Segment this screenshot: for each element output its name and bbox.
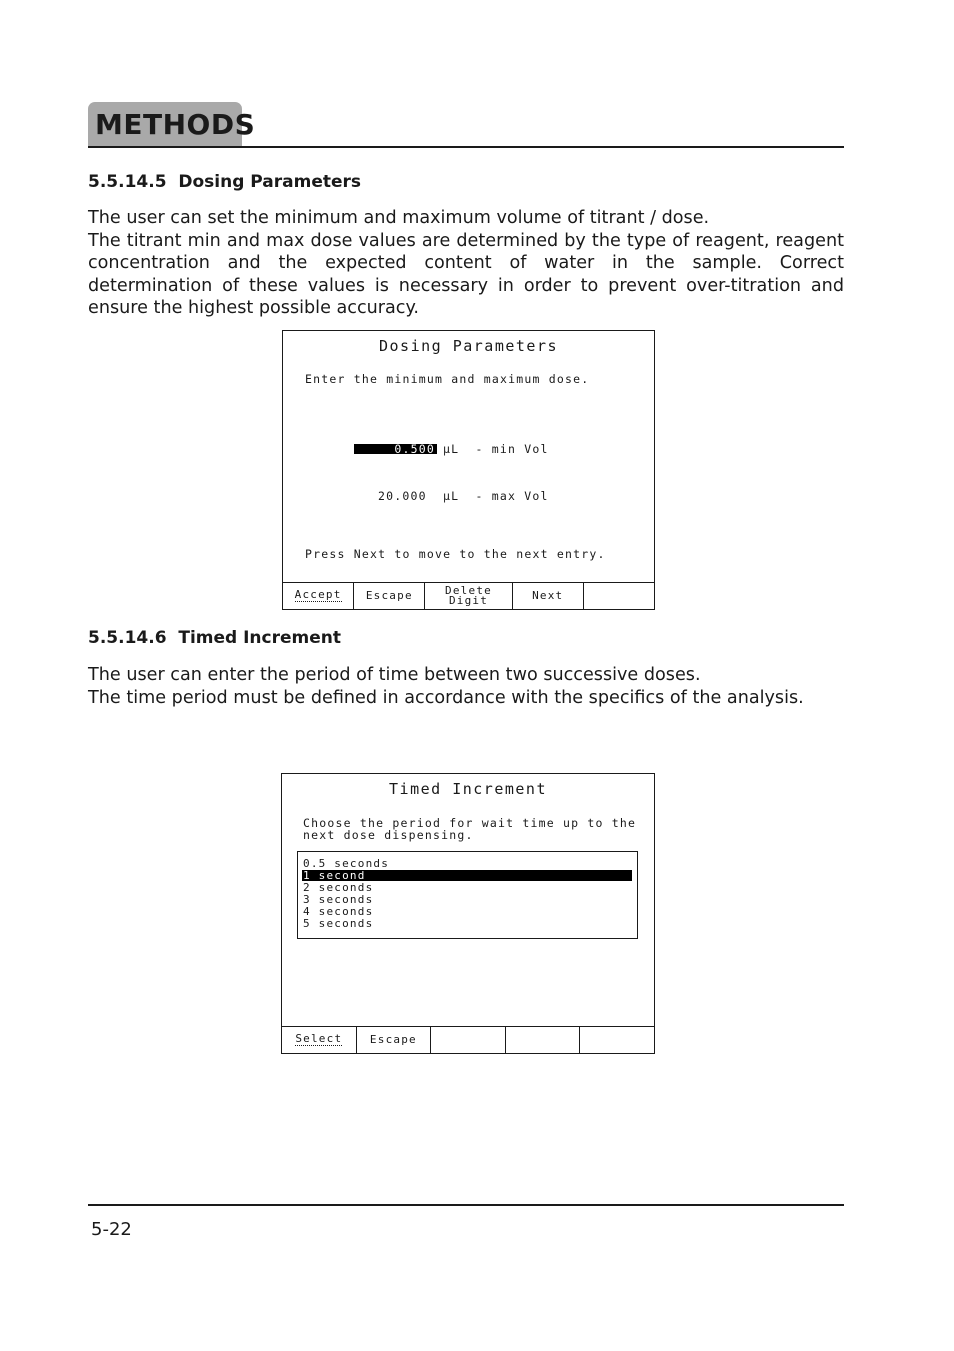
empty-softkey[interactable]	[506, 1027, 581, 1053]
delete-digit-button[interactable]: Delete Digit	[425, 583, 512, 609]
timed-increment-text	[88, 664, 844, 709]
list-item[interactable]: 3 seconds	[303, 893, 374, 906]
screen-instruction: Enter the minimum and maximum dose.	[305, 372, 590, 386]
paragraph: The user can enter the period of time between two successive doses.	[88, 665, 701, 685]
screen-title: Timed Increment	[389, 780, 547, 798]
select-button[interactable]: Select	[282, 1027, 357, 1053]
period-listbox[interactable]	[297, 851, 638, 939]
list-item-selected[interactable]: 1 second	[302, 870, 632, 881]
screen-hint: Press Next to move to the next entry.	[305, 547, 606, 561]
softkey-bar	[282, 1026, 654, 1053]
list-item[interactable]: 0.5 seconds	[303, 857, 390, 870]
page-number: 5-22	[91, 1219, 132, 1240]
paragraph: The user can set the minimum and maximum volume of titrant / dose.	[88, 208, 710, 228]
escape-button[interactable]: Escape	[357, 1027, 432, 1053]
screen-instruction-line-2: next dose dispensing.	[303, 828, 474, 842]
list-item[interactable]: 2 seconds	[303, 881, 374, 894]
timed-increment-screen	[281, 773, 655, 1054]
dosing-parameters-screen	[282, 330, 655, 610]
section-heading-timed-increment: 5.5.14.6 Timed Increment	[88, 628, 341, 648]
screen-title: Dosing Parameters	[378, 337, 559, 355]
list-item[interactable]: 4 seconds	[303, 905, 374, 918]
chapter-title: METHODS	[95, 108, 256, 141]
empty-softkey[interactable]	[584, 583, 654, 609]
max-volume-label: µL - max Vol	[443, 489, 549, 503]
empty-softkey[interactable]	[431, 1027, 506, 1053]
screen-instruction-line-1: Choose the period for wait time up to the	[303, 816, 637, 830]
empty-softkey[interactable]	[580, 1027, 654, 1053]
list-item[interactable]: 5 seconds	[303, 917, 374, 930]
chapter-header-badge	[88, 102, 256, 146]
min-volume-label: µL - min Vol	[443, 442, 549, 456]
softkey-bar	[283, 582, 654, 609]
max-volume-input[interactable]: 20.000	[378, 489, 427, 503]
paragraph: The time period must be defined in accordance with the specifics of the analysis.	[88, 687, 804, 708]
paragraph: The titrant min and max dose values are determined by the type of reagent, reagent concentration and the expected content of water in the sample. Correct determination of these values is necessary in order to prevent over-titration and ensure the highest possible accuracy.	[88, 230, 844, 319]
escape-button[interactable]: Escape	[354, 583, 425, 609]
dosing-parameters-text	[88, 207, 844, 320]
accept-button[interactable]: Accept	[283, 583, 354, 609]
next-button[interactable]: Next	[513, 583, 584, 609]
min-volume-input[interactable]: 0.500	[354, 444, 437, 454]
section-heading-dosing-parameters: 5.5.14.5 Dosing Parameters	[88, 172, 362, 192]
header-divider	[88, 146, 844, 148]
footer-divider	[88, 1204, 844, 1206]
